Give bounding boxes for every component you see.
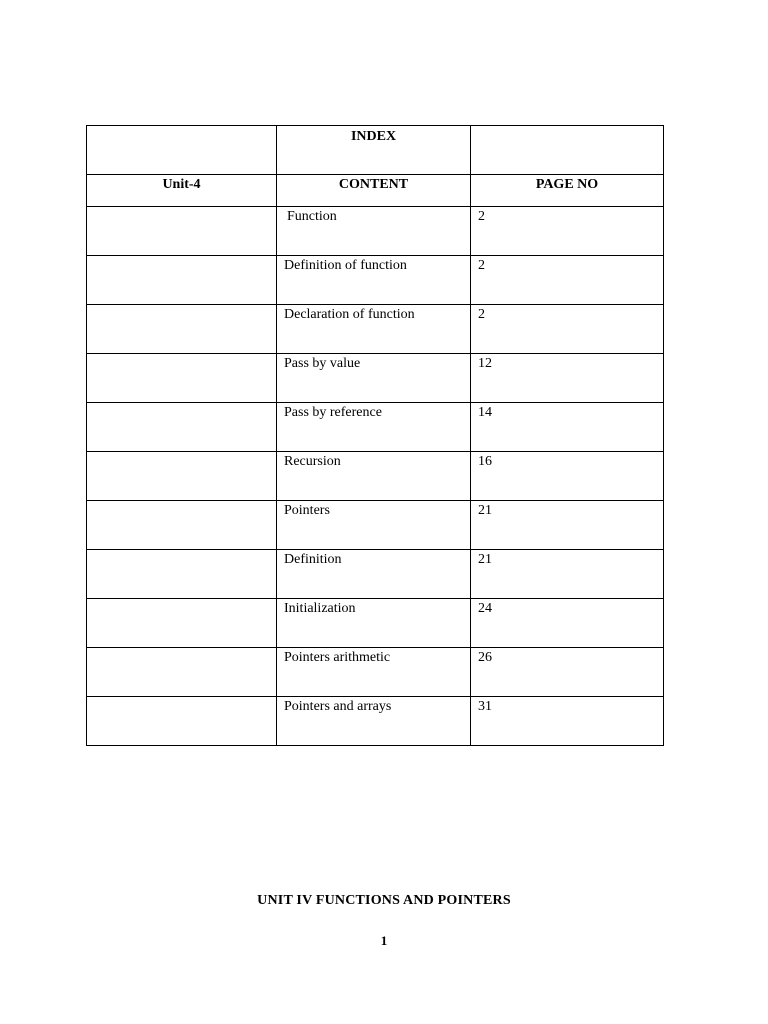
- content-cell: [277, 599, 471, 648]
- content-text: Pointers arithmetic: [284, 650, 391, 665]
- content-text: Pass by reference: [284, 405, 382, 420]
- table-row: [87, 550, 664, 599]
- table-row: [87, 207, 664, 256]
- content-text: Pass by value: [284, 356, 361, 371]
- index-title-empty-cell: [471, 126, 664, 175]
- header-page-no: PAGE NO: [535, 177, 599, 192]
- content-cell: [277, 648, 471, 697]
- content-text: Pointers and arrays: [284, 699, 392, 714]
- table-row: [87, 697, 664, 746]
- table-row: [87, 452, 664, 501]
- content-cell: [277, 550, 471, 599]
- unit-cell: [87, 599, 277, 648]
- header-content-cell: [277, 175, 471, 207]
- page-number-text: 24: [478, 601, 492, 616]
- content-cell: [277, 403, 471, 452]
- table-row: [87, 354, 664, 403]
- header-unit-cell: [87, 175, 277, 207]
- unit-cell: [87, 648, 277, 697]
- index-title-cell: [277, 126, 471, 175]
- page-number-text: 21: [478, 552, 492, 567]
- page-number-text: 21: [478, 503, 492, 518]
- page-number-text: 14: [478, 405, 492, 420]
- table-row: [87, 648, 664, 697]
- content-cell: [277, 305, 471, 354]
- page-cell: [471, 452, 664, 501]
- page-number-text: 2: [478, 307, 485, 322]
- unit-cell: [87, 207, 277, 256]
- page-cell: [471, 305, 664, 354]
- content-text: Recursion: [284, 454, 341, 469]
- table-row: [87, 599, 664, 648]
- table-row: [87, 305, 664, 354]
- content-cell: [277, 256, 471, 305]
- page-cell: [471, 697, 664, 746]
- page-number: 1: [380, 933, 388, 948]
- table-row: [87, 256, 664, 305]
- page-cell: [471, 207, 664, 256]
- content-cell: [277, 697, 471, 746]
- unit-cell: [87, 305, 277, 354]
- page-cell: [471, 599, 664, 648]
- unit-cell: [87, 403, 277, 452]
- unit-cell: [87, 256, 277, 305]
- page-number-text: 2: [478, 209, 485, 224]
- content-text: Pointers: [284, 503, 330, 518]
- table-row: [87, 501, 664, 550]
- unit-cell: [87, 550, 277, 599]
- page-number-text: 16: [478, 454, 492, 469]
- section-title: UNIT IV FUNCTIONS AND POINTERS: [257, 893, 511, 908]
- content-text: Definition: [284, 552, 342, 567]
- unit-cell: [87, 452, 277, 501]
- header-content: CONTENT: [338, 177, 409, 192]
- page-cell: [471, 403, 664, 452]
- content-text: Declaration of function: [284, 307, 415, 322]
- page-cell: [471, 501, 664, 550]
- index-table: [86, 125, 664, 746]
- index-title-row: [87, 126, 664, 175]
- index-title-empty-cell: [87, 126, 277, 175]
- page-number-text: 31: [478, 699, 492, 714]
- page-number-text: 12: [478, 356, 492, 371]
- content-cell: [277, 354, 471, 403]
- unit-cell: [87, 354, 277, 403]
- header-unit: Unit-4: [162, 177, 201, 192]
- page-cell: [471, 648, 664, 697]
- table-row: [87, 403, 664, 452]
- content-text: Function: [287, 209, 337, 224]
- table-header-row: [87, 175, 664, 207]
- content-cell: [277, 501, 471, 550]
- unit-cell: [87, 697, 277, 746]
- page-cell: [471, 256, 664, 305]
- content-cell: [277, 452, 471, 501]
- page-cell: [471, 550, 664, 599]
- page-cell: [471, 354, 664, 403]
- header-page-cell: [471, 175, 664, 207]
- content-text: Initialization: [284, 601, 356, 616]
- content-text: Definition of function: [284, 258, 407, 273]
- content-cell: [277, 207, 471, 256]
- page-number-text: 2: [478, 258, 485, 273]
- unit-cell: [87, 501, 277, 550]
- index-title: INDEX: [350, 129, 397, 144]
- page-number-text: 26: [478, 650, 492, 665]
